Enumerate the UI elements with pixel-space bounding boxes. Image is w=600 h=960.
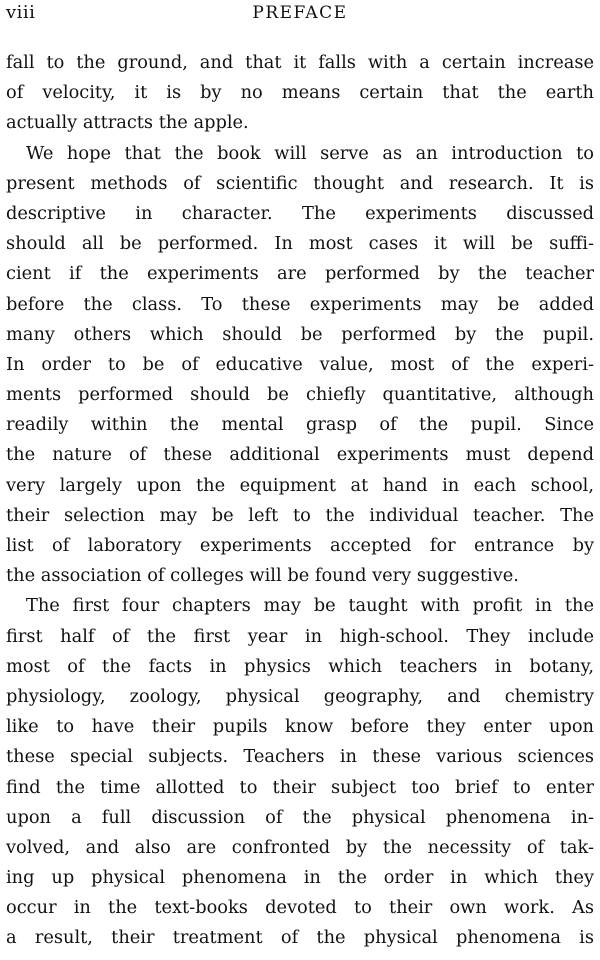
text-line: before the class. To these experiments may be added — [6, 293, 594, 315]
text-line: find the time allotted to their subject too brief to enter — [6, 776, 594, 798]
page-number: viii — [6, 2, 36, 23]
text-line: of velocity, it is by no means certain that the earth — [6, 82, 594, 104]
paragraph — [6, 591, 594, 953]
text-line: physiology, zoology, physical geography, and chemistry — [6, 685, 594, 707]
text-line: occur in the text-books devoted to their own work. As — [6, 897, 594, 919]
text-line: The first four chapters may be taught with profit in the — [26, 595, 594, 617]
text-line: should all be performed. In most cases it will be suffi- — [6, 233, 594, 255]
text-line: ing up physical phenomena in the order in which they — [6, 867, 594, 889]
text-line: volved, and also are confronted by the necessity of tak- — [6, 836, 594, 858]
running-title: PREFACE — [252, 3, 348, 23]
text-line: In order to be of educative value, most of the experi- — [6, 353, 594, 375]
text-line: like to have their pupils know before they enter upon — [6, 716, 594, 738]
text-line: the association of colleges will be found very suggestive. — [6, 565, 519, 587]
running-head — [6, 0, 594, 26]
text-line: upon a full discussion of the physical phenomena in- — [6, 806, 594, 828]
text-line: cient if the experiments are performed by the teacher — [6, 263, 594, 285]
text-line: most of the facts in physics which teachers in botany, — [6, 655, 594, 677]
text-line: present methods of scientific thought and research. It is — [6, 172, 594, 194]
text-line: first half of the first year in high-school. They include — [6, 625, 594, 647]
body-text — [6, 48, 594, 954]
text-line: We hope that the book will serve as an introduction to — [26, 142, 594, 164]
text-line: ments performed should be chiefly quantitative, although — [6, 384, 594, 406]
text-line: actually attracts the apple. — [6, 112, 249, 134]
text-line: descriptive in character. The experiments discussed — [6, 202, 594, 224]
text-line: their selection may be left to the individual teacher. The — [6, 504, 594, 526]
text-line: many others which should be performed by the pupil. — [6, 323, 594, 345]
text-line: fall to the ground, and that it falls with a certain increase — [6, 52, 594, 73]
text-line: very largely upon the equipment at hand in each school, — [6, 474, 594, 496]
paragraph — [6, 139, 594, 592]
text-line: these special subjects. Teachers in these various sciences — [6, 746, 594, 768]
text-line: list of laboratory experiments accepted for entrance by — [6, 535, 594, 556]
text-line: a result, their treatment of the physical phenomena is — [6, 927, 594, 949]
text-line: the nature of these additional experiments must depend — [6, 444, 594, 466]
paragraph — [6, 48, 594, 139]
text-line: readily within the mental grasp of the pupil. Since — [6, 414, 594, 436]
